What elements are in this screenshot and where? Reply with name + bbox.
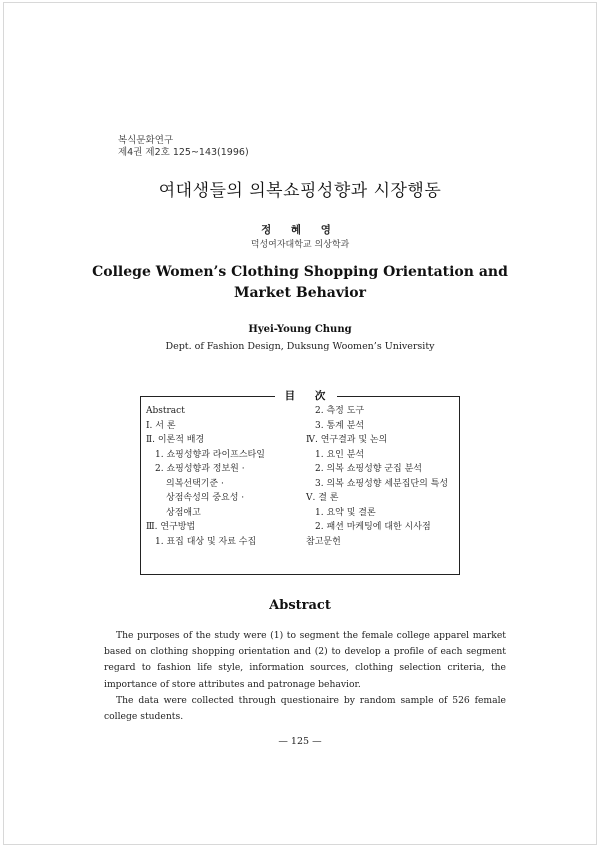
toc-item: 2. 쇼핑성향과 정보원 · (155, 464, 245, 474)
toc-left-column (146, 404, 265, 549)
toc-item: Abstract (146, 406, 185, 416)
toc-item: 참고문헌 (306, 536, 341, 547)
toc-item: Ⅲ. 연구방법 (146, 522, 196, 532)
toc-item: 1. 요인 분석 (315, 449, 365, 460)
toc-item: 2. 패션 마케팅에 대한 시사점 (315, 522, 431, 532)
journal-name: 복식문화연구 (118, 135, 174, 146)
affiliation-korean: 덕성여자대학교 의상학과 (250, 240, 350, 250)
toc-item: Ⅱ. 이론적 배경 (146, 435, 205, 445)
abstract-paragraph: The purposes of the study were (1) to segment the female college apparel market based on clothing shopping orientation and (2) to develop a profile of each segment regard to fashion life style, information sources, clothing selection criteria, the importance of store attributes and patronage behavior. (104, 630, 506, 690)
author-english: Hyei-Young Chung (248, 324, 352, 335)
journal-volume: 제4권 제2호 125~143(1996) (118, 147, 249, 158)
table-of-contents-title: 目 次 (275, 388, 337, 403)
abstract-body (104, 628, 506, 725)
toc-item: 1. 표집 대상 및 자료 수집 (155, 536, 257, 547)
toc-item: Ⅰ. 서 론 (146, 420, 176, 431)
toc-item: 상점속성의 중요성 · (166, 493, 245, 503)
toc-item: 3. 통계 분석 (315, 420, 365, 431)
abstract-paragraph: The data were collected through questionaire by random sample of 526 female college students. (104, 694, 506, 723)
title-en-line1: College Women’s Clothing Shopping Orientation and (92, 264, 508, 280)
paper-title-korean: 여대생들의 의복쇼핑성향과 시장행동 (158, 181, 442, 201)
page-number: — 125 — (278, 736, 322, 747)
journal-header (118, 135, 249, 159)
toc-item: 상점애고 (166, 507, 201, 518)
toc-item: 3. 의복 쇼핑성향 세분집단의 특성 (315, 478, 449, 489)
toc-item: 2. 측정 도구 (315, 406, 365, 416)
toc-item: 1. 요약 및 결론 (315, 507, 376, 518)
toc-item: 의복선택기준 · (166, 478, 224, 489)
toc-item: Ⅳ. 연구결과 및 논의 (306, 435, 388, 445)
toc-item: 2. 의복 쇼핑성향 군집 분석 (315, 464, 422, 474)
toc-item: 1. 쇼핑성향과 라이프스타일 (155, 449, 265, 460)
author-korean: 정 혜 영 (261, 224, 339, 236)
toc-right-column (306, 404, 448, 549)
abstract-heading: Abstract (269, 598, 331, 613)
affiliation-english: Dept. of Fashion Design, Duksung Woomen’s University (165, 341, 435, 352)
toc-item: Ⅴ. 결 론 (306, 493, 339, 503)
title-en-line2: Market Behavior (233, 285, 367, 301)
paper-title-english (0, 262, 600, 304)
